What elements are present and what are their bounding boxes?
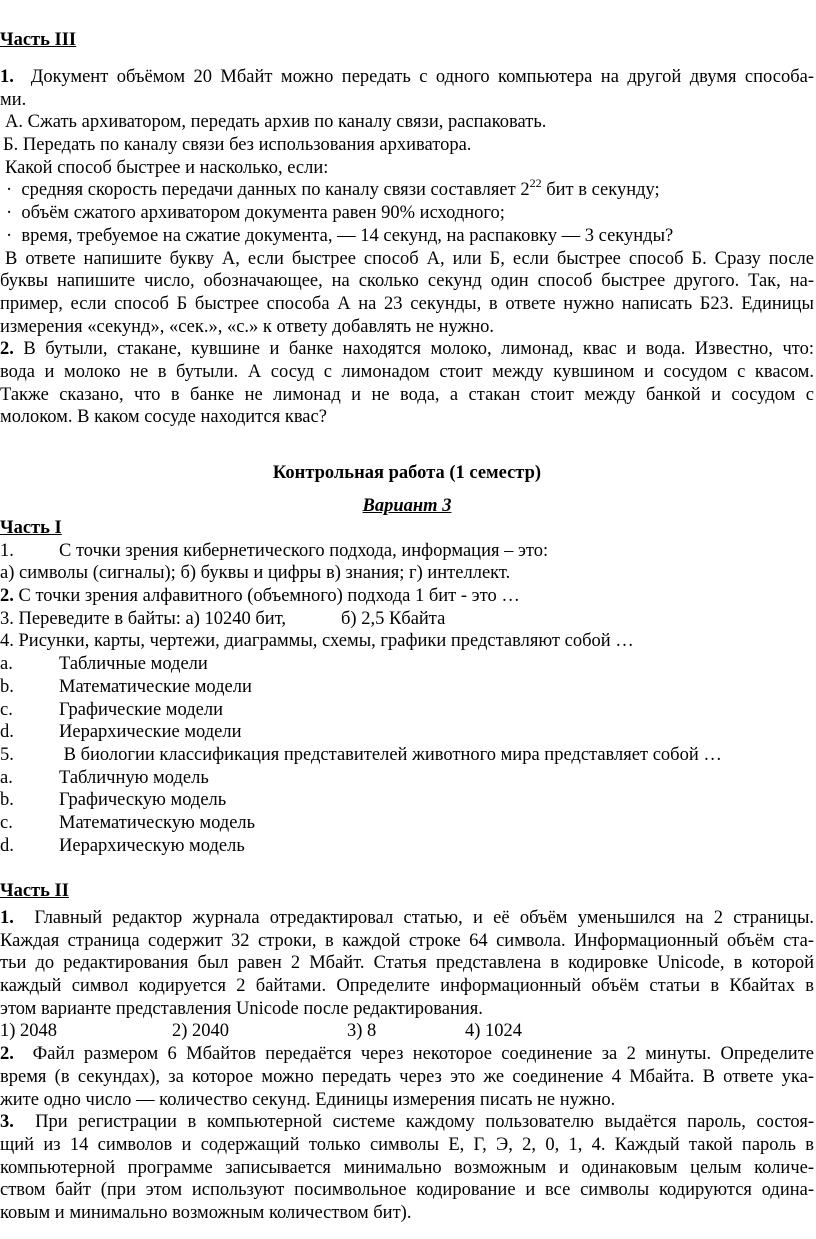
text-line: ковым и минимально возможным количеством бит). <box>0 1202 412 1223</box>
part2-heading: Часть II <box>0 881 69 901</box>
part1-heading: Часть I <box>0 518 62 538</box>
question-number: 2. <box>0 1044 14 1065</box>
bullet-icon: · <box>6 180 13 201</box>
list-item: b. Графическую модель <box>0 790 227 811</box>
instruction-line: В ответе напишите букву А, если быстрее способ А, или Б, если быстрее способ Б. Сразу после <box>5 248 814 269</box>
question-number: 2. <box>0 339 14 360</box>
list-item: d. Иерархические модели <box>0 722 242 743</box>
question-5: 5. В биологии классификация представителей животного мира представляет собой … <box>0 744 722 765</box>
test-title: Контрольная работа (1 семестр) <box>272 463 542 483</box>
question-number: 2. <box>0 586 14 607</box>
question-4: 4. Рисунки, карты, чертежи, диаграммы, схемы, графики представляют собой … <box>0 631 634 652</box>
part2-section <box>0 907 814 1225</box>
text-line: 2. Файл размером 6 Мбайтов передаётся через некоторое соединение за 2 минуты. Определите <box>0 1044 814 1065</box>
option-a: А. Сжать архиватором, передать архив по каналу связи, распаковать. <box>5 112 547 133</box>
answer-options <box>0 1020 814 1043</box>
list-item: c. Математическую модель <box>0 812 256 833</box>
list-item: b. Математические модели <box>0 676 252 697</box>
instruction-line: пример, если способ Б быстрее способа А на 23 секунды, в ответе нужно написать Б23. Единицы <box>0 293 814 314</box>
exponent: 22 <box>529 176 542 191</box>
question-1-options: а) символы (сигналы); б) буквы и цифры в) знания; г) интеллект. <box>0 563 511 584</box>
question-number: 5. <box>0 744 14 765</box>
list-item: d. Иерархическую модель <box>0 835 245 856</box>
part3-question1 <box>0 66 814 429</box>
text-line: щий из 14 символов и содержащий только символы Е, Г, Э, 2, 0, 1, 4. Каждый такой пароль в <box>0 1134 814 1155</box>
question-number: 3. <box>0 1112 14 1133</box>
text-line <box>0 66 814 89</box>
condition-item: · время, требуемое на сжатие документа, — 14 секунд, на распаковку — 3 секунды? <box>6 225 674 246</box>
text-line: тьи до редактирования был равен 2 Мбайт. Статья представлена в кодировке Unicode, в которой <box>0 953 814 974</box>
list-item: c. Графические модели <box>0 699 223 720</box>
text-line: время (в секундах), за которое можно передать через это же соединение 4 Мбайта. В ответе ука- <box>0 1066 814 1087</box>
text-line: 1. Главный редактор журнала отредактировал статью, и её объём уменьшился на 2 страницы. <box>0 908 814 928</box>
question-number: 1. <box>0 540 14 561</box>
question-1: 1. С точки зрения кибернетического подхода, информация – это: <box>0 540 549 561</box>
question-3: 3. Переведите в байты: а) 10240 бит, б) 2,5 Кбайта <box>0 608 446 629</box>
question-2: 2. С точки зрения алфавитного (объемного) подхода 1 бит - это … <box>0 586 520 607</box>
answer-option: 1) 2048 <box>0 1021 58 1042</box>
bullet-icon: · <box>6 203 13 224</box>
part1-section <box>0 517 814 857</box>
answer-option: 3) 8 <box>347 1021 377 1042</box>
instruction-line: измерения «секунд», «сек.», «с.» к ответу добавлять не нужно. <box>0 316 495 337</box>
text-line: Также сказано, что в банке не лимонад и не вода, а стакан стоит между банкой и сосудом с <box>0 384 814 405</box>
text-line: жите одно число — количество секунд. Единицы измерения писать не нужно. <box>0 1089 616 1110</box>
condition-item: · объём сжатого архиватором документа равен 90% исходного; <box>6 203 505 224</box>
text-line: 2. В бутыли, стакане, кувшине и банке находятся молоко, лимонад, квас и вода. Известно, что: <box>0 339 814 360</box>
question-number: 1. <box>0 67 14 87</box>
text-line: молоком. В каком сосуде находится квас? <box>0 407 327 428</box>
text-line: 3. При регистрации в компьютерной системе каждому пользователю выдаётся пароль, состоя- <box>0 1112 814 1133</box>
list-item: a. Табличные модели <box>0 654 208 675</box>
variant-title: Вариант 3 <box>362 496 452 516</box>
text-line: ством байт (при этом используют посимвольное кодирование и все символы кодируются одина- <box>0 1180 814 1201</box>
text-line: вода и молоко не в бутыли. А сосуд с лимонадом стоит между кувшином и сосудом с квасом. <box>0 361 814 382</box>
option-b: Б. Передать по каналу связи без использования архиватора. <box>3 135 472 156</box>
bullet-icon: · <box>6 225 13 246</box>
list-item: a. Табличную модель <box>0 767 209 788</box>
text-line: Каждая страница содержит 32 строки, в каждой строке 64 символа. Информационный объём ста- <box>0 930 814 951</box>
part3-heading: Часть III <box>0 30 77 50</box>
answer-option: 2) 2040 <box>172 1021 230 1042</box>
condition-item: · средняя скорость передачи данных по каналу связи составляет $2^{22}$ бит в секунду; <box>6 176 660 201</box>
question-ask: Какой способ быстрее и насколько, если: <box>5 157 329 178</box>
answer-option: 4) 1024 <box>465 1021 523 1042</box>
text-line: этом варианте представления Unicode после редактирования. <box>0 998 483 1019</box>
text-line: компьютерной программе записывается минимально возможным и одинаковым целым количе- <box>0 1157 814 1178</box>
question-number: 1. <box>0 908 14 928</box>
text-line: каждый символ кодируется 2 байтами. Определите информационный объём статьи в Кбайтах в <box>0 976 814 997</box>
text-line: ми. <box>0 89 27 110</box>
instruction-line: буквы напишите число, обозначающее, на сколько секунд один способ быстрее другого. Так, на- <box>0 271 814 292</box>
text: Документ объёмом 20 Мбайт можно передать с одного компьютера на другой двумя способа- <box>30 67 815 87</box>
